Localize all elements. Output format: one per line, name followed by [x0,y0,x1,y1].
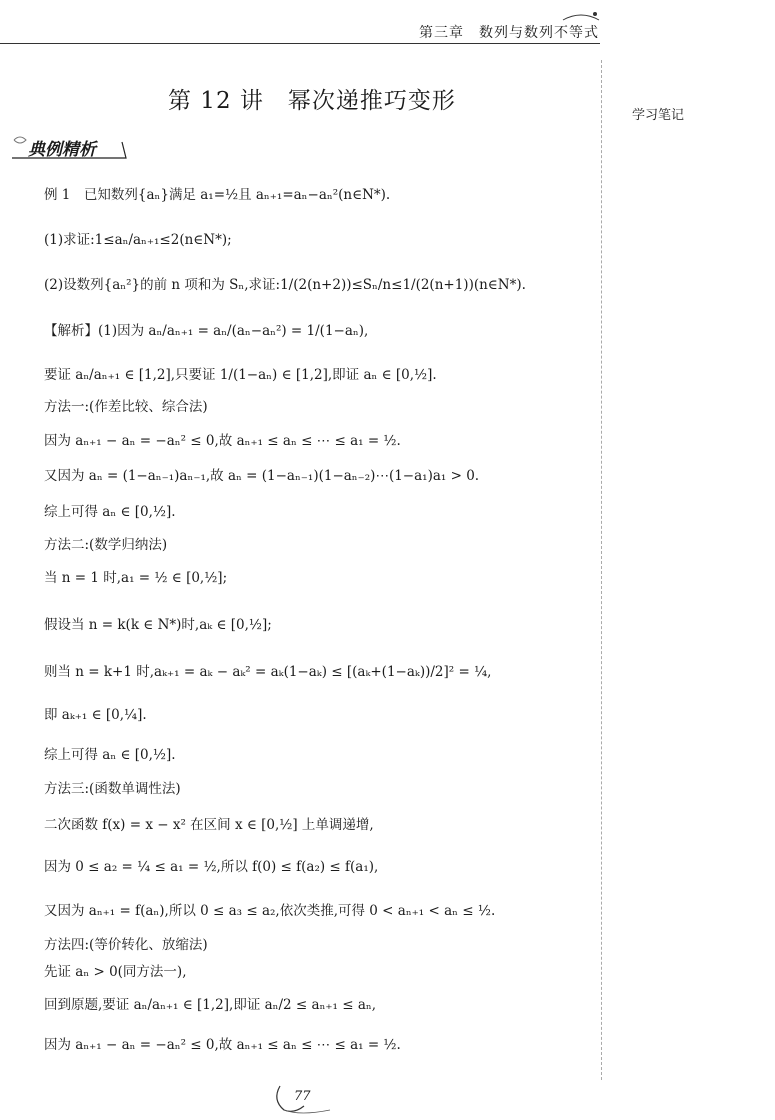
header-rule [0,43,600,44]
method-2-heading: 方法二:(数学归纳法) [44,537,168,553]
running-header [0,0,775,48]
section-heading [8,132,133,164]
notes-column-divider [601,60,602,1080]
study-notes-label: 学习笔记 [632,108,685,123]
page-number-area [270,1080,350,1116]
method-2-inductive-step: 则当 n = k+1 时,aₖ₊₁ = aₖ − aₖ² = aₖ(1−aₖ) ≤ [(aₖ+(1−aₖ))/2]² = ¼, [44,664,492,680]
part-1-claim: (1)求证:1≤aₙ/aₙ₊₁≤2(n∈N*); [44,232,232,248]
method-1-step-2: 又因为 aₙ = (1−aₙ₋₁)aₙ₋₁,故 aₙ = (1−aₙ₋₁)(1−aₙ₋₂)⋯(1−a₁)a₁ > 0. [44,468,480,484]
method-1-heading: 方法一:(作差比较、综合法) [44,399,208,415]
method-2-hypothesis: 假设当 n = k(k ∈ N*)时,aₖ ∈ [0,½]; [44,617,272,633]
method-4-step-3: 因为 aₙ₊₁ − aₙ = −aₙ² ≤ 0,故 aₙ₊₁ ≤ aₙ ≤ ⋯ ≤ a₁ = ½. [44,1037,401,1053]
method-1-conclusion: 综上可得 aₙ ∈ [0,½]. [44,504,176,520]
method-3-heading: 方法三:(函数单调性法) [44,781,181,797]
part-2-claim: (2)设数列{aₙ²}的前 n 项和为 Sₙ,求证:1/(2(n+2))≤Sₙ/n≤1/(2(n+1))(n∈N*). [44,277,526,293]
method-2-result: 即 aₖ₊₁ ∈ [0,¼]. [44,707,147,723]
method-1-step-1: 因为 aₙ₊₁ − aₙ = −aₙ² ≤ 0,故 aₙ₊₁ ≤ aₙ ≤ ⋯ ≤ a₁ = ½. [44,433,401,449]
method-4-step-2: 回到原题,要证 aₙ/aₙ₊₁ ∈ [1,2],即证 aₙ/2 ≤ aₙ₊₁ ≤ aₙ, [44,997,377,1013]
method-4-step-1: 先证 aₙ > 0(同方法一), [44,964,187,980]
lecture-title: 第 12 讲 幂次递推巧变形 [168,88,456,114]
method-2-conclusion: 综上可得 aₙ ∈ [0,½]. [44,747,176,763]
method-3-step-1: 因为 0 ≤ a₂ = ¼ ≤ a₁ = ½,所以 f(0) ≤ f(a₂) ≤ f(a₁), [44,859,379,875]
method-3-monotonic: 二次函数 f(x) = x − x² 在区间 x ∈ [0,½] 上单调递增, [44,817,374,833]
reduction-step: 要证 aₙ/aₙ₊₁ ∈ [1,2],只要证 1/(1−aₙ) ∈ [1,2],即证 aₙ ∈ [0,½]. [44,367,437,383]
page-number: 77 [294,1089,311,1104]
method-3-step-2: 又因为 aₙ₊₁ = f(aₙ),所以 0 ≤ a₃ ≤ a₂,依次类推,可得 0 < aₙ₊₁ < aₙ ≤ ½. [44,903,496,919]
example-1-statement: 例 1 已知数列{aₙ}满足 a₁=½且 aₙ₊₁=aₙ−aₙ²(n∈N*). [44,187,391,203]
solution-intro: 【解析】(1)因为 aₙ/aₙ₊₁ = aₙ/(aₙ−aₙ²) = 1/(1−aₙ), [44,323,369,339]
method-2-base-case: 当 n = 1 时,a₁ = ½ ∈ [0,½]; [44,570,228,586]
method-4-heading: 方法四:(等价转化、放缩法) [44,937,208,953]
chapter-title: 第三章 数列与数列不等式 [419,25,599,41]
section-heading-text: 典例精析 [28,140,96,160]
